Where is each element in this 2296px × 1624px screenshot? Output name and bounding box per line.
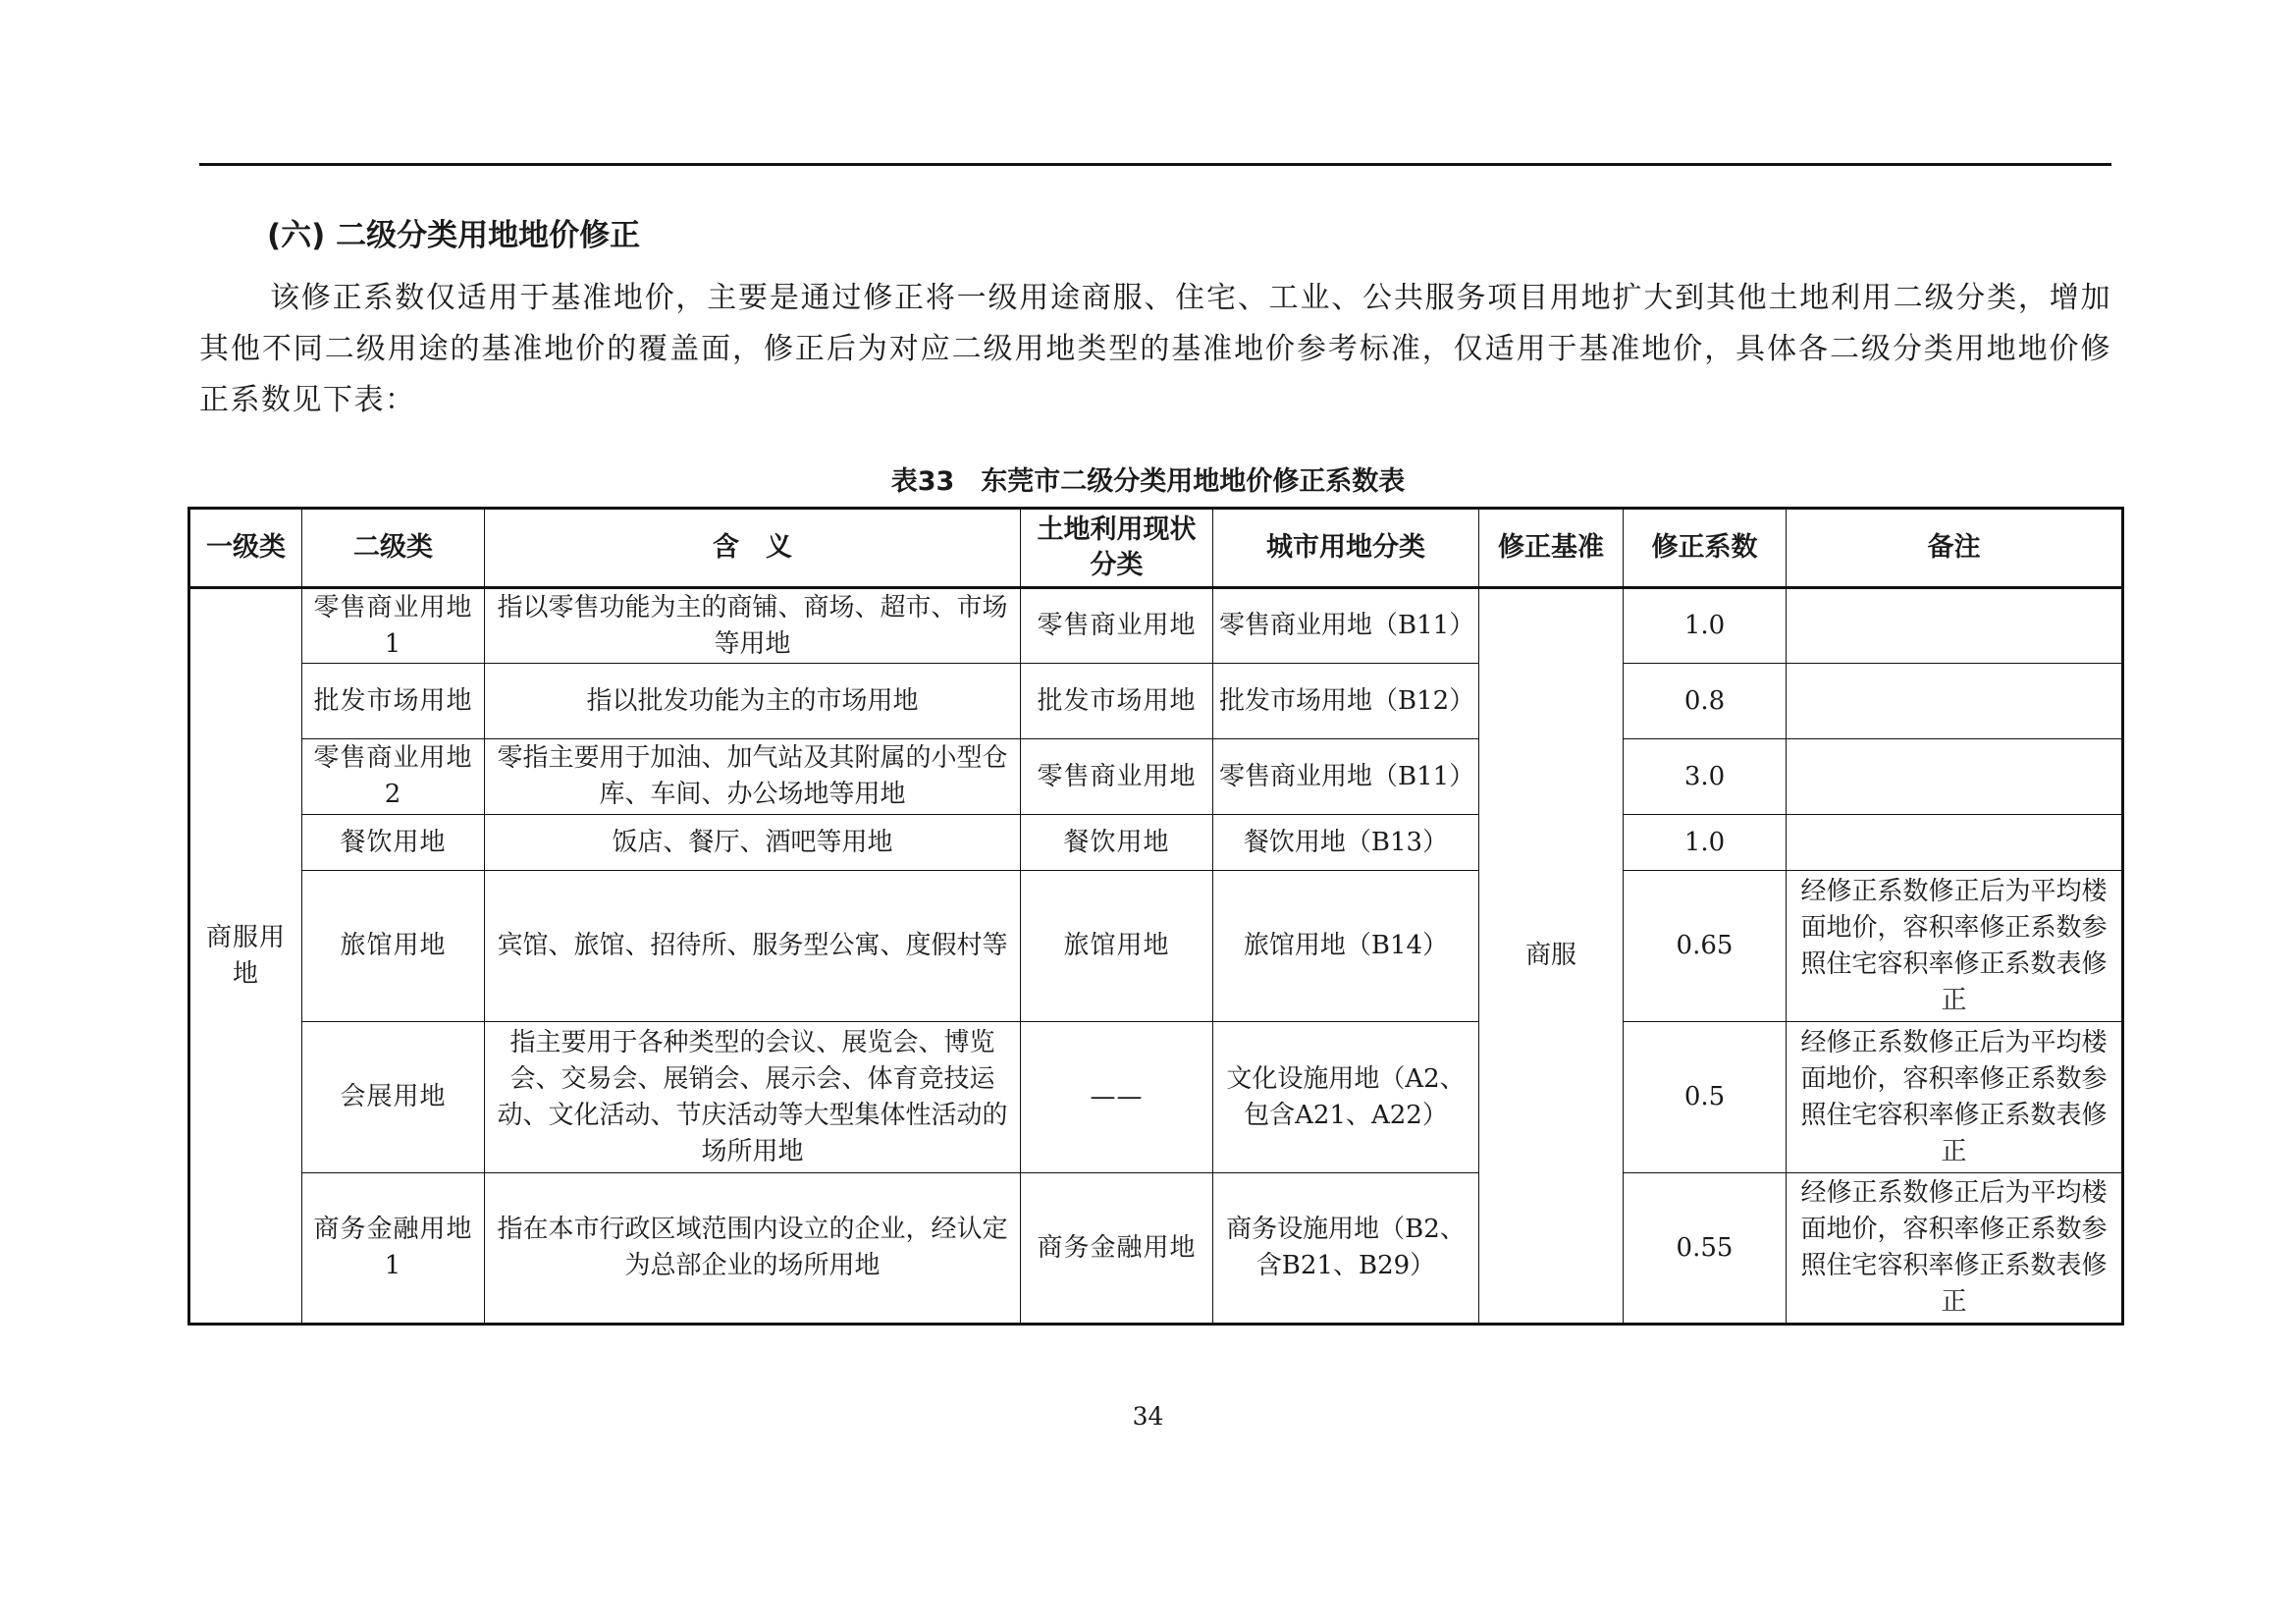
coefficient-cell: 1.0 bbox=[1624, 588, 1787, 664]
correction-coefficient-table bbox=[187, 507, 2124, 1326]
land-status-cell: 批发市场用地 bbox=[1021, 664, 1213, 739]
table-row bbox=[189, 664, 2123, 739]
meaning-cell: 指主要用于各种类型的会议、展览会、博览会、交易会、展销会、展示会、体育竞技运动、文化活动、节庆活动等大型集体性活动的场所用地 bbox=[485, 1022, 1021, 1173]
remark-cell bbox=[1787, 664, 2123, 739]
page-number: 34 bbox=[1132, 1402, 1164, 1431]
coefficient-cell: 0.55 bbox=[1624, 1173, 1787, 1325]
land-status-cell: 零售商业用地 bbox=[1021, 739, 1213, 815]
coefficient-cell: 0.5 bbox=[1624, 1022, 1787, 1173]
meaning-cell: 饭店、餐厅、酒吧等用地 bbox=[485, 815, 1021, 871]
meaning-cell: 指以零售功能为主的商铺、商场、超市、市场等用地 bbox=[485, 588, 1021, 664]
urban-class-cell: 餐饮用地（B13） bbox=[1213, 815, 1479, 871]
remark-cell bbox=[1787, 588, 2123, 664]
remark-cell bbox=[1787, 739, 2123, 815]
coefficient-cell: 0.8 bbox=[1624, 664, 1787, 739]
land-status-cell: 零售商业用地 bbox=[1021, 588, 1213, 664]
urban-class-cell: 零售商业用地（B11） bbox=[1213, 739, 1479, 815]
coefficient-cell: 3.0 bbox=[1624, 739, 1787, 815]
meaning-cell: 零指主要用于加油、加气站及其附属的小型仓库、车间、办公场地等用地 bbox=[485, 739, 1021, 815]
correction-base-cell: 商服 bbox=[1479, 588, 1624, 1325]
body-paragraph: 该修正系数仅适用于基准地价，主要是通过修正将一级用途商服、住宅、工业、公共服务项目用地扩大到其他土地利用二级分类，增加其他不同二级用途的基准地价的覆盖面，修正后为对应二级用地类型的基准地价参考标准，仅适用于基准地价，具体各二级分类用地地价修正系数见下表： bbox=[199, 281, 2111, 417]
header-rule bbox=[199, 163, 2111, 166]
land-status-cell: 旅馆用地 bbox=[1021, 871, 1213, 1022]
secondary-category-cell: 零售商业用地2 bbox=[302, 739, 485, 815]
meaning-cell: 宾馆、旅馆、招待所、服务型公寓、度假村等 bbox=[485, 871, 1021, 1022]
primary-category-cell: 商服用地 bbox=[189, 588, 302, 1325]
coefficient-cell: 1.0 bbox=[1624, 815, 1787, 871]
land-status-cell: —— bbox=[1021, 1022, 1213, 1173]
header-secondary-category: 二级类 bbox=[302, 509, 485, 588]
table-header-row bbox=[189, 509, 2123, 588]
remark-cell bbox=[1787, 815, 2123, 871]
table-caption: 表33 东莞市二级分类用地地价修正系数表 bbox=[890, 466, 1406, 497]
header-remarks: 备注 bbox=[1787, 509, 2123, 588]
header-correction-base: 修正基准 bbox=[1479, 509, 1624, 588]
land-status-cell: 商务金融用地 bbox=[1021, 1173, 1213, 1325]
urban-class-cell: 旅馆用地（B14） bbox=[1213, 871, 1479, 1022]
table-row bbox=[189, 871, 2123, 1022]
header-correction-coefficient: 修正系数 bbox=[1624, 509, 1787, 588]
remark-cell: 经修正系数修正后为平均楼面地价，容积率修正系数参照住宅容积率修正系数表修正 bbox=[1787, 1173, 2123, 1325]
secondary-category-cell: 商务金融用地1 bbox=[302, 1173, 485, 1325]
table-row bbox=[189, 1173, 2123, 1325]
meaning-cell: 指以批发功能为主的市场用地 bbox=[485, 664, 1021, 739]
header-land-status-class: 土地利用现状分类 bbox=[1021, 509, 1213, 588]
secondary-category-cell: 会展用地 bbox=[302, 1022, 485, 1173]
urban-class-cell: 文化设施用地（A2、包含A21、A22） bbox=[1213, 1022, 1479, 1173]
urban-class-cell: 批发市场用地（B12） bbox=[1213, 664, 1479, 739]
coefficient-cell: 0.65 bbox=[1624, 871, 1787, 1022]
table-row bbox=[189, 588, 2123, 664]
table-row bbox=[189, 739, 2123, 815]
remark-cell: 经修正系数修正后为平均楼面地价，容积率修正系数参照住宅容积率修正系数表修正 bbox=[1787, 1022, 2123, 1173]
table-row bbox=[189, 1022, 2123, 1173]
meaning-cell: 指在本市行政区域范围内设立的企业，经认定为总部企业的场所用地 bbox=[485, 1173, 1021, 1325]
secondary-category-cell: 旅馆用地 bbox=[302, 871, 485, 1022]
section-heading: (六) 二级分类用地地价修正 bbox=[267, 218, 641, 253]
table-row bbox=[189, 815, 2123, 871]
header-meaning: 含 义 bbox=[485, 509, 1021, 588]
remark-cell: 经修正系数修正后为平均楼面地价，容积率修正系数参照住宅容积率修正系数表修正 bbox=[1787, 871, 2123, 1022]
secondary-category-cell: 餐饮用地 bbox=[302, 815, 485, 871]
secondary-category-cell: 批发市场用地 bbox=[302, 664, 485, 739]
header-urban-land-class: 城市用地分类 bbox=[1213, 509, 1479, 588]
header-primary-category: 一级类 bbox=[189, 509, 302, 588]
secondary-category-cell: 零售商业用地1 bbox=[302, 588, 485, 664]
urban-class-cell: 零售商业用地（B11） bbox=[1213, 588, 1479, 664]
urban-class-cell: 商务设施用地（B2、含B21、B29） bbox=[1213, 1173, 1479, 1325]
land-status-cell: 餐饮用地 bbox=[1021, 815, 1213, 871]
